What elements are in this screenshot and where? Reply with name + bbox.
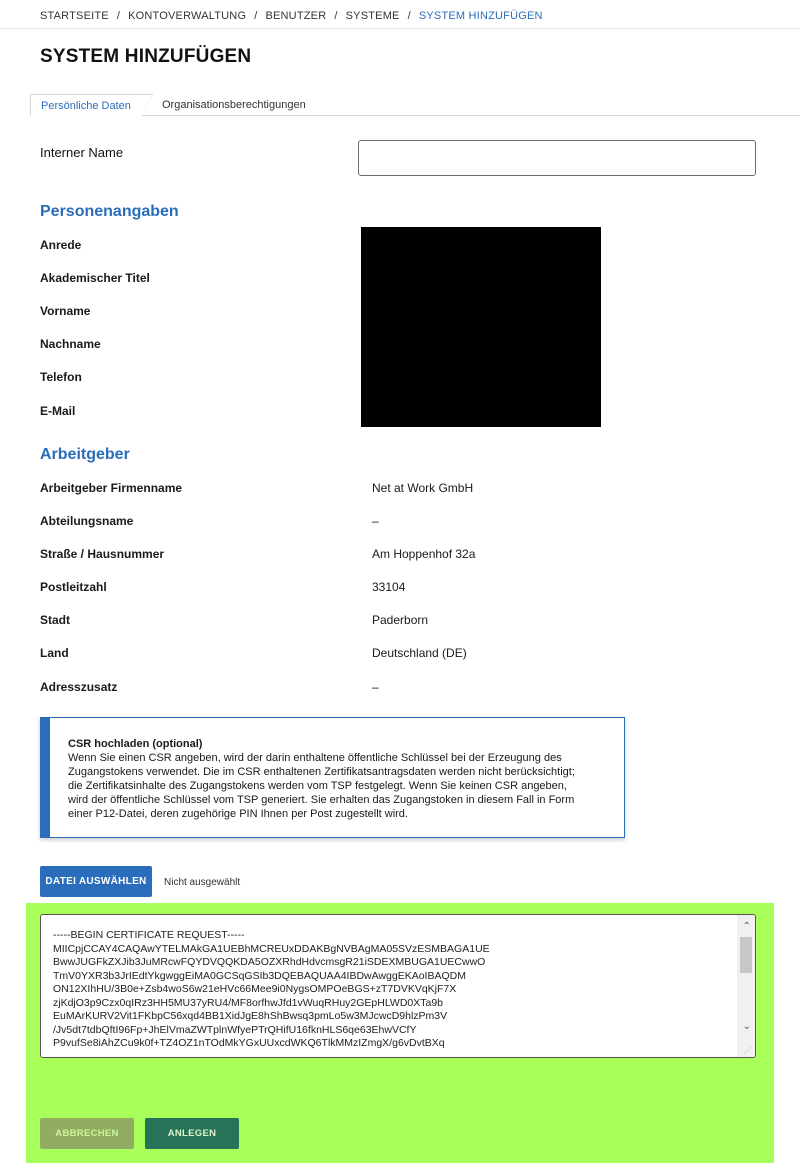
field-value-postleitzahl: 33104 xyxy=(372,580,406,594)
field-label-vorname: Vorname xyxy=(40,304,91,318)
cancel-button[interactable]: ABBRECHEN xyxy=(40,1118,134,1149)
field-label-anrede: Anrede xyxy=(40,238,82,252)
field-label-adresszusatz: Adresszusatz xyxy=(40,680,118,694)
csr-info-box xyxy=(40,717,625,838)
breadcrumb-separator: / xyxy=(334,10,338,22)
choose-file-button[interactable]: DATEI AUSWÄHLEN xyxy=(40,866,152,897)
field-label-land: Land xyxy=(40,646,69,660)
tab-organisationsberechtigungen[interactable]: Organisationsberechtigungen xyxy=(162,99,306,111)
field-label-postleitzahl: Postleitzahl xyxy=(40,580,107,594)
csr-textarea[interactable] xyxy=(40,914,756,1058)
chevron-down-icon[interactable]: ⌄ xyxy=(742,1021,751,1032)
breadcrumb-item-startseite[interactable]: STARTSEITE xyxy=(40,10,109,22)
breadcrumb-separator: / xyxy=(116,10,121,22)
breadcrumb-item-systeme[interactable]: SYSTEME xyxy=(345,10,400,22)
breadcrumb-item-current: SYSTEM HINZUFÜGEN xyxy=(418,10,543,22)
internal-name-input[interactable] xyxy=(358,140,756,176)
csr-info-line: wird der öffentliche Schlüssel vom TSP generiert. Sie erhalten das Zugangstoken in diesem Fall in Form xyxy=(68,794,575,806)
breadcrumb-separator: / xyxy=(407,10,411,22)
resize-grip-icon[interactable]: ⋰ xyxy=(744,1046,752,1055)
csr-info-line: Zugangstokens verwendet. Die im CSR enthaltenen Zertifikatsantragsdaten werden nicht berücksichtigt; xyxy=(68,766,575,778)
chevron-up-icon[interactable]: ⌃ xyxy=(742,921,751,932)
field-label-nachname: Nachname xyxy=(40,337,101,351)
field-label-stadt: Stadt xyxy=(40,613,70,627)
csr-info-line: die Zertifikatsinhalte des Zugangstokens werden vom TSP festgelegt. Wenn Sie keinen CSR angeben, xyxy=(68,780,567,792)
field-value-land: Deutschland (DE) xyxy=(372,646,467,660)
header-divider xyxy=(0,28,800,29)
breadcrumb-item-kontoverwaltung[interactable]: KONTOVERWALTUNG xyxy=(128,10,247,22)
csr-text-content: -----BEGIN CERTIFICATE REQUEST----- MIICpjCCAY4CAQAwYTELMAkGA1UEBhMCREUxDDAKBgNVBAgMA05SVzESMBAGA1UE BwwJUGFkZXJib3JuMRcwFQYDVQQKDA5OZXRhdHdvcmsgR21iSDEXMBUGA1UECwwO TmV0YXR3b3JrIEdtYkgwggEiMA0GCSqGSIb3DQEBAQUAA4IBDwAwggEKAoIBAQDM ON12XIhHU/3B0e+Zsb4woS6w21eHVc66Mee9i0NygsOMPOeBGS+zT7DVKVqKjF7X zjKdjO3p9Czx0qIRz3HH5MU37yRU4/MF8orfhwJfd1vWuqRHuy2GEpHLWD0XTa9b EuMArKURV2Vit1FKbpC56xqd4BB1XidJgE8hShBwsq3pmLo5w3MJcwcD9hlzPm3V /Jv5dt7tdbQftI96Fp+JhElVmaZWTplnWfyePTrQHifU16fknHLS6qe63EhwVCfY P9vufSe8iAhZCu9k0f+TZ4OZ1nTOdMkYGxUUxcdWKQ6TlkMMzIZmgX/g6vDvtBXq xyxy=(53,929,490,1049)
field-label-email: E-Mail xyxy=(40,404,76,418)
breadcrumb xyxy=(40,10,543,22)
employer-section-title: Arbeitgeber xyxy=(40,446,130,463)
redacted-personal-data xyxy=(361,227,601,427)
field-value-firmenname: Net at Work GmbH xyxy=(372,481,474,495)
personal-section-title: Personenangaben xyxy=(40,203,179,220)
field-label-firmenname: Arbeitgeber Firmenname xyxy=(40,481,183,495)
file-status-text: Nicht ausgewählt xyxy=(164,877,241,888)
field-value-strasse: Am Hoppenhof 32a xyxy=(372,547,476,561)
field-label-strasse: Straße / Hausnummer xyxy=(40,547,165,561)
field-label-telefon: Telefon xyxy=(40,370,82,384)
create-button[interactable]: ANLEGEN xyxy=(145,1118,239,1149)
csr-info-line: Wenn Sie einen CSR angeben, wird der darin enthaltene öffentliche Schlüssel bei der Erzeugung des xyxy=(68,752,562,764)
tab-bar xyxy=(30,94,800,116)
internal-name-label: Interner Name xyxy=(40,145,124,160)
breadcrumb-separator: / xyxy=(254,10,258,22)
tab-persoenliche-daten[interactable]: Persönliche Daten xyxy=(30,94,141,116)
field-label-akademischer-titel: Akademischer Titel xyxy=(40,271,150,285)
csr-info-line: einer P12-Datei, deren zugehörige PIN Ihnen per Post zugestellt wird. xyxy=(68,808,408,820)
page-title: SYSTEM HINZUFÜGEN xyxy=(40,46,252,67)
field-value-stadt: Paderborn xyxy=(372,613,429,627)
breadcrumb-item-benutzer[interactable]: BENUTZER xyxy=(265,10,327,22)
field-value-abteilungsname: – xyxy=(372,514,379,528)
csr-info-title: CSR hochladen (optional) xyxy=(68,738,203,750)
csr-scrollbar[interactable] xyxy=(737,915,755,1057)
field-value-adresszusatz: – xyxy=(372,680,379,694)
field-label-abteilungsname: Abteilungsname xyxy=(40,514,134,528)
scrollbar-thumb[interactable] xyxy=(740,937,752,973)
